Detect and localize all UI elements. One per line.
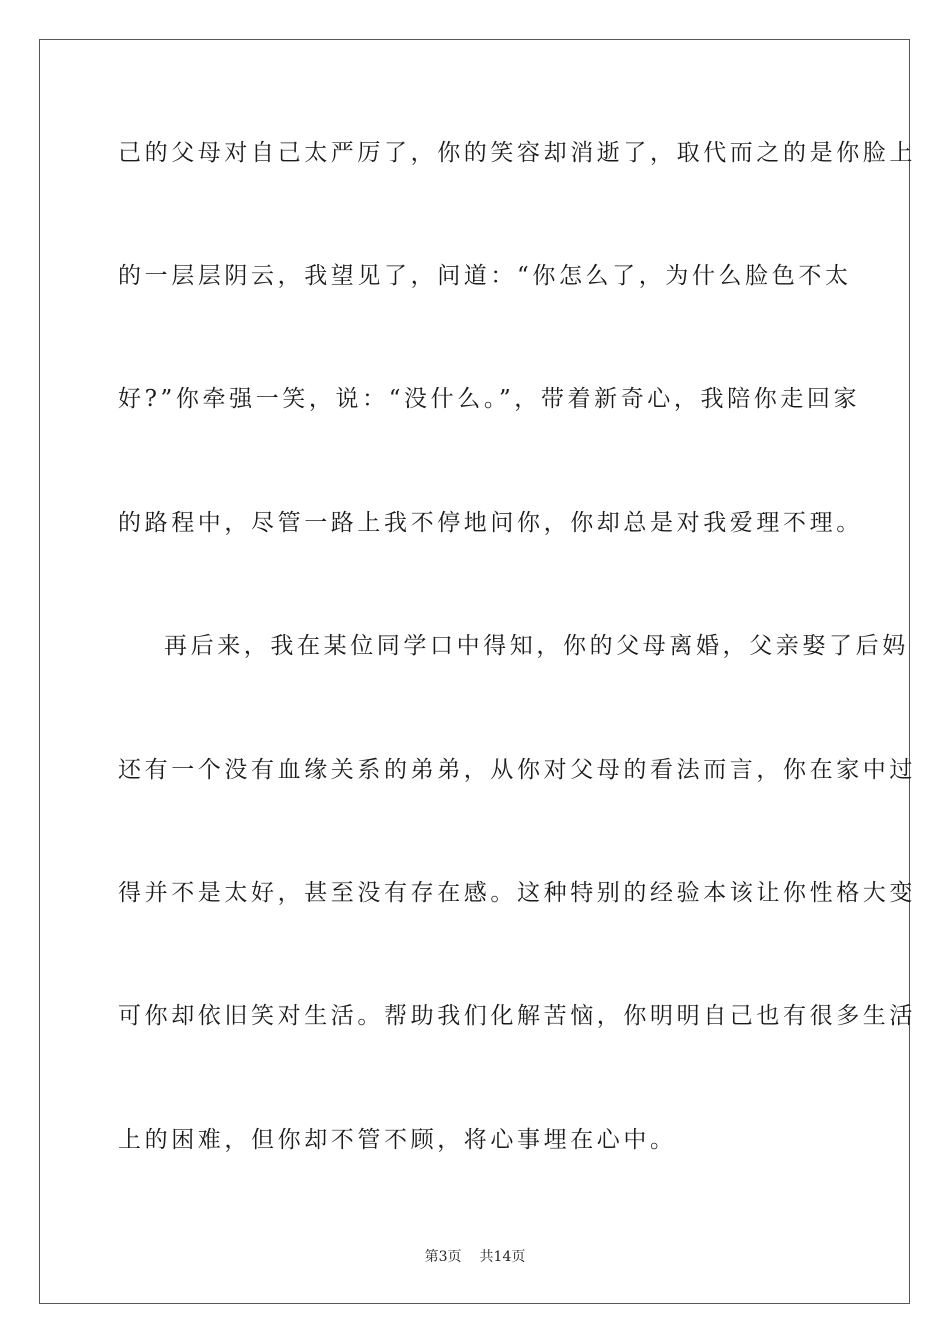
text-line: 的路程中，尽管一路上我不停地问你，你却总是对我爱理不理。 xyxy=(118,510,863,536)
page-border xyxy=(39,39,916,1304)
text-line: 得并不是太好，甚至没有存在感。这种特别的经验本该让你性格大变 xyxy=(118,880,916,906)
text-line: 还有一个没有血缘关系的弟弟，从你对父母的看法而言，你在家中过 xyxy=(118,757,916,783)
text-line: 己的父母对自己太严厉了，你的笑容却消逝了，取代而之的是你脸上 xyxy=(118,140,916,166)
page-total: 共14页 xyxy=(479,1249,526,1265)
text-line: 好?”你牵强一笑，说：“没什么。”，带着新奇心，我陪你走回家 xyxy=(118,386,861,412)
page-number: 第3页 xyxy=(424,1249,462,1265)
paragraph-start-line: 再后来，我在某位同学口中得知，你的父母离婚，父亲娶了后妈 xyxy=(164,633,909,659)
text-line: 上的困难，但你却不管不顾，将心事埋在心中。 xyxy=(118,1127,677,1153)
text-line: 可你却依旧笑对生活。帮助我们化解苦恼，你明明自己也有很多生活 xyxy=(118,1003,916,1029)
text-line: 的一层层阴云，我望见了，问道：“你怎么了，为什么脸色不太 xyxy=(118,263,852,289)
page-footer xyxy=(0,1248,950,1266)
